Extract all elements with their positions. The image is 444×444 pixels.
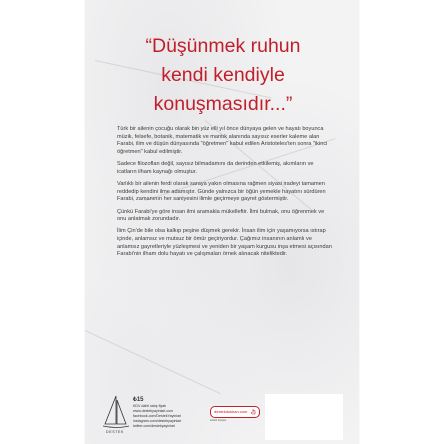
marble-vein	[85, 330, 221, 394]
website-label: destekdukkan.com	[214, 409, 248, 414]
contact-line: facebook.com/DestekYayinlari	[133, 414, 182, 418]
contact-line: twitter.com/destekyayinlari	[133, 424, 175, 428]
blurb-text	[117, 126, 332, 264]
sail-logo-icon	[101, 394, 131, 430]
isbn-barcode-area	[265, 394, 343, 440]
price-note: KDV dahil satış fiyatı	[133, 404, 167, 408]
website-badge	[210, 406, 260, 418]
blurb-paragraph: Sadece filozoflan değil, sayısız bilmadamını da derinden etkilemiş, akımların ve icatların ilham kaynağı olmuştur.	[117, 161, 314, 175]
blurb-paragraph: Çünkü Farabi'ye göre insan ilmi aramakla mükelleftir. İlmi bulmak, onu öğrenmek ve onu anlatmak zorundadır.	[117, 208, 325, 223]
contact-line: instagram.com/destekyayinlari	[133, 419, 182, 423]
blurb-paragraph: İlim Çin'de bile olsa kalkıp peşine düşmek gerekir. İnsan ilim için yaşamıyorsa ıstırap içinde, anlamsız ve mutsuz bir ömür geçiriyordur. Çağımız insanının anlamlı ve anlamsız gayretleriyle yüzleşmesi ve yeniden bir yaşam kurgusu inşa etmesi açısından Farabi'nin ilham dolu hayatı ve çalışmaları örnek alınacak niteliktedir.	[117, 228, 332, 258]
cover-quote	[95, 32, 351, 119]
publisher-info	[133, 397, 213, 429]
contact-line: www.destekyayinlari.com	[133, 409, 174, 413]
cover-footer	[85, 392, 359, 444]
quote-line: kendi kendiyle	[161, 64, 285, 86]
quote-line: konuşmasıdır...”	[153, 93, 293, 115]
quote-line: “Düşünmek ruhun	[145, 35, 301, 57]
publisher-name: DESTEK	[106, 430, 124, 434]
blurb-paragraph: Varlıklı bir ailenin ferdi olarak saraya yakın olmasına rağmen siyasi iradeyi tamamen reddedip kendini ilme adamıştır. Günde yalnızca bir öğün yemekle hayatını sürdüren Farabi, zamanının her saniyesini ilimle geçirmeye gayret göstermiştir.	[117, 181, 326, 203]
cursor-hand-icon	[250, 408, 257, 415]
price: ₺15	[133, 397, 144, 403]
website-caption: kaliteli kitaplar	[210, 419, 227, 422]
blurb-paragraph: Türk bir ailenin çocuğu olarak bin yüz elli yıl önce dünyaya gelen ve hayatı boyunca müzik, felsefe, botanik, matematik ve mantık alanında sayısız eserler kaleme alan Farabi, ilim ve düşün dünyasında "öğretmen" kabul edilen Aristoteles'ten sonra "ikinci öğretmen" kabul edilmiştir.	[117, 126, 328, 156]
book-back-cover	[85, 0, 359, 444]
